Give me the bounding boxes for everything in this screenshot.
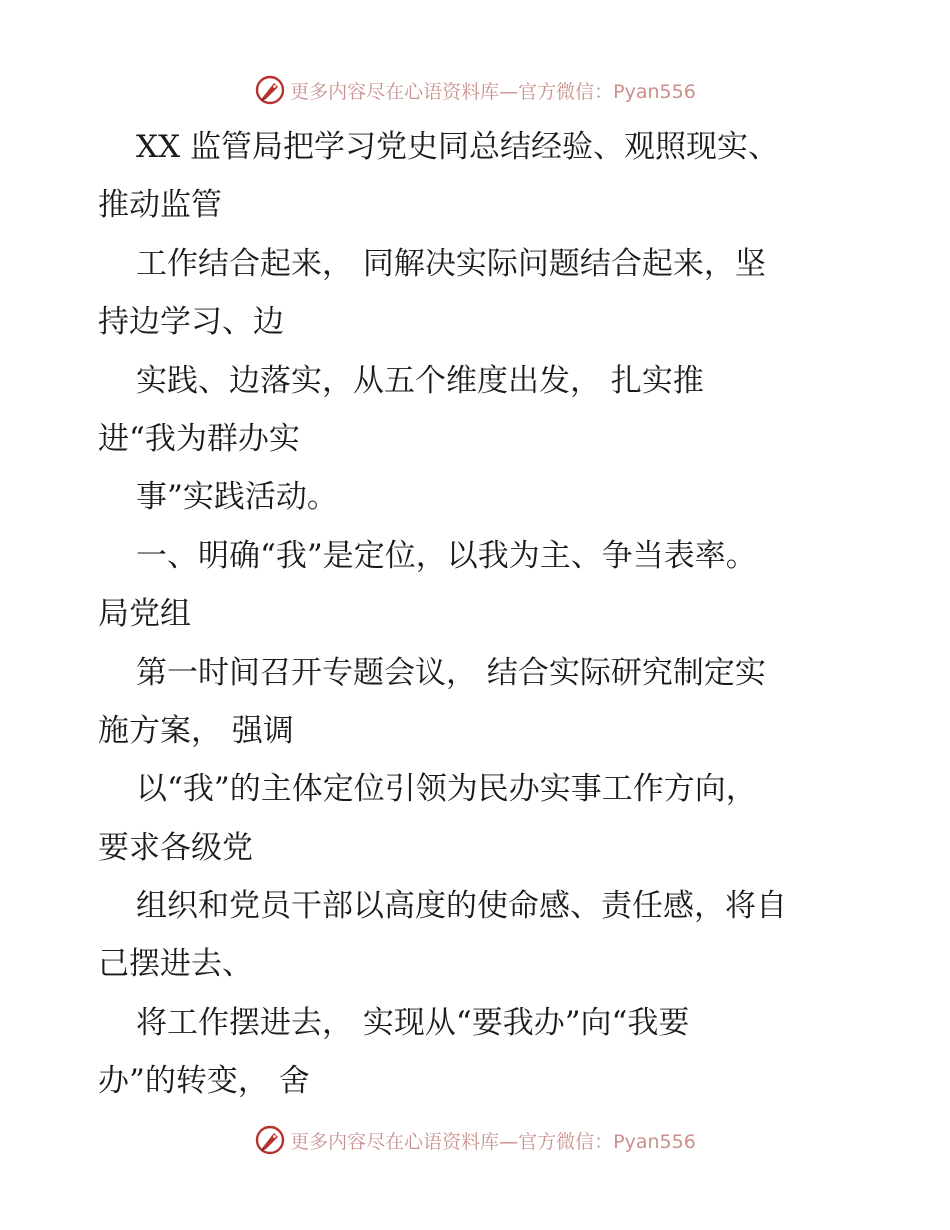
document-body — [98, 118, 858, 1111]
text-line: 要求各级党 — [98, 829, 253, 866]
text-line: 工作结合起来， 同解决实际问题结合起来，坚 — [136, 245, 766, 282]
text-line: 以“我”的主体定位引领为民办实事工作方向， — [136, 771, 757, 808]
text-line: 推动监管 — [98, 187, 222, 224]
text-line: 办”的转变， 舍 — [98, 1063, 310, 1100]
pen-nib-logo-icon — [254, 1124, 286, 1156]
text-line: 事”实践活动。 — [136, 479, 338, 516]
text-line: 进“我为群办实 — [98, 420, 300, 457]
footer-banner-text: 更多内容尽在心语资料库—官方微信：Pyan556 — [290, 1130, 696, 1153]
text-line: XX 监管局把学习党史同总结经验、观照现实、 — [136, 129, 779, 165]
text-line: 组织和党员干部以高度的使命感、责任感，将自 — [136, 888, 787, 925]
header-banner — [0, 68, 950, 112]
pen-nib-logo-icon — [254, 74, 286, 106]
header-banner-text: 更多内容尽在心语资料库—官方微信：Pyan556 — [290, 80, 696, 103]
text-line: 将工作摆进去， 实现从“要我办”向“我要 — [136, 1004, 690, 1041]
text-line: 实践、边落实，从五个维度出发， 扎实推 — [136, 362, 704, 399]
text-line: 施方案， 强调 — [98, 712, 294, 749]
text-line: 己摆进去、 — [98, 946, 253, 983]
text-line: 一、明确“我”是定位，以我为主、争当表率。 — [136, 537, 757, 574]
text-line: 局党组 — [98, 596, 191, 633]
footer-banner — [0, 1118, 950, 1162]
text-line: 第一时间召开专题会议， 结合实际研究制定实 — [136, 654, 766, 691]
text-line: 持边学习、边 — [98, 304, 284, 341]
